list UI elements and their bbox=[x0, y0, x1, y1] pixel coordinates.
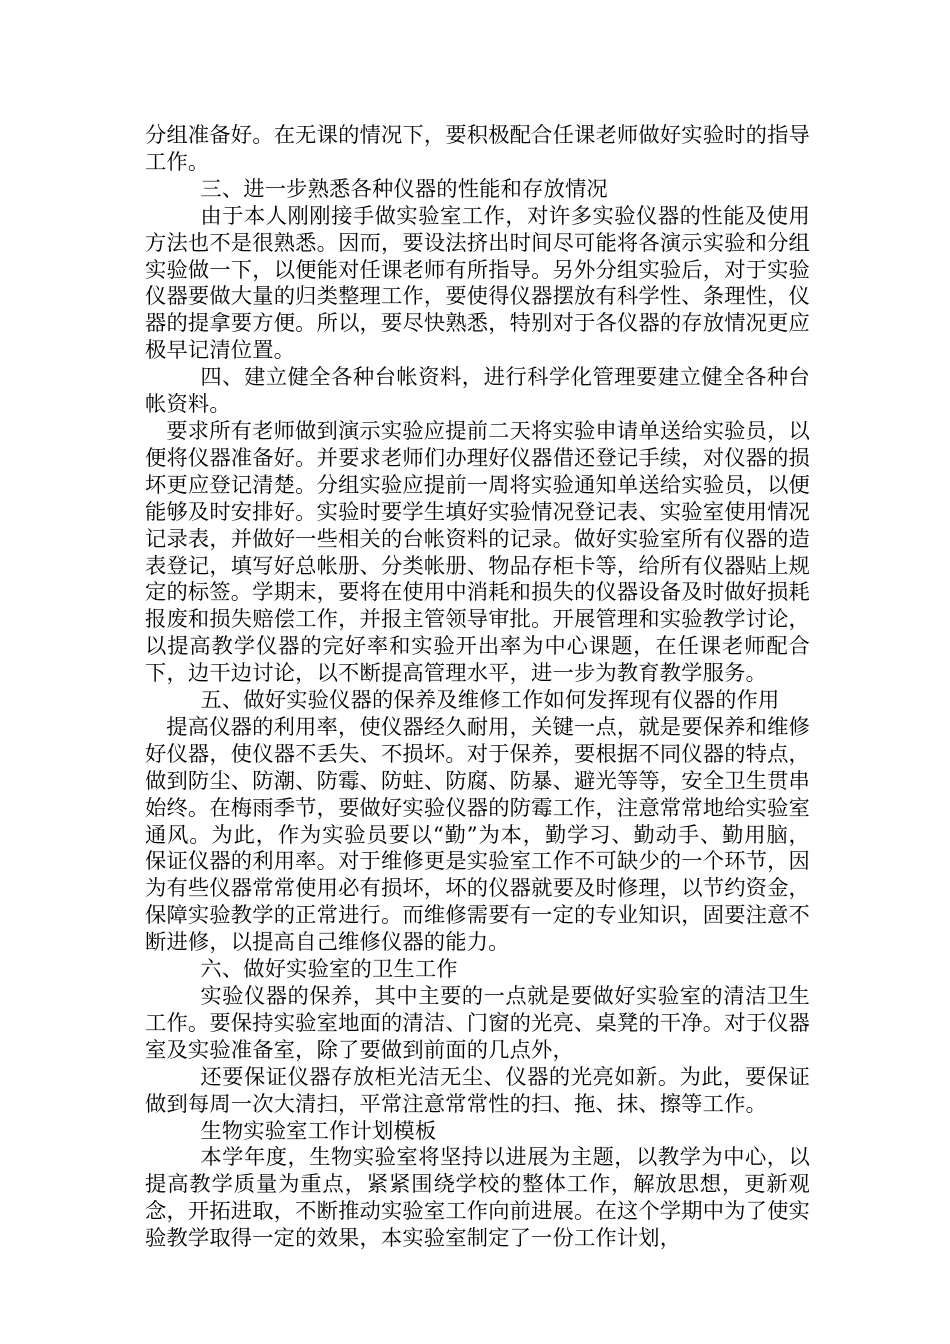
paragraph-intro: 分组准备好。在无课的情况下，要积极配合任课老师做好实验时的指导工作。 bbox=[145, 123, 810, 175]
paragraph-maintenance: 提高仪器的利用率，使仪器经久耐用，关键一点，就是要保养和维修好仪器，使仪器不丢失、不损坏。对于保养，要根据不同仪器的特点，做到防尘、防潮、防霉、防蛀、防腐、防暴、避光等等，安全卫生贯串始终。在梅雨季节，要做好实验仪器的防霉工作，注意常常地给实验室通风。为此，作为实验员要以“勤”为本，勤学习、勤动手、勤用脑，保证仪器的利用率。对于维修更是实验室工作不可缺少的一个环节，因为有些仪器常常使用必有损坏，坏的仪器就要及时修理，以节约资金，保障实验教学的正常进行。而维修需要有一定的专业知识，固要注意不断进修，以提高自己维修仪器的能力。 bbox=[145, 714, 810, 956]
section-heading-3: 三、进一步熟悉各种仪器的性能和存放情况 bbox=[200, 176, 608, 202]
section-heading-4: 四、建立健全各种台帐资料，进行科学化管理要建立健全各种台帐资料。 bbox=[145, 365, 810, 418]
paragraph-hygiene: 实验仪器的保养，其中主要的一点就是要做好实验室的清洁卫生工作。要保持实验室地面的清洁、门窗的光亮、桌凳的干净。对于仪器室及实验准备室，除了要做到前面的几点外， bbox=[145, 984, 810, 1063]
plan-title: 生物实验室工作计划模板 bbox=[200, 1118, 437, 1144]
paragraph-instrument-familiarity: 由于本人刚刚接手做实验室工作，对许多实验仪器的性能及使用方法也不是很熟悉。因而，要设法挤出时间尽可能将各演示实验和分组实验做一下，以便能对任课老师有所指导。另外分组实验后，对于实验仪器要做大量的归类整理工作，要使得仪器摆放有科学性、条理性，仪器的提拿要方便。所以，要尽快熟悉，特别对于各仪器的存放情况更应极早记清位置。 bbox=[145, 203, 810, 364]
paragraph-cleaning: 还要保证仪器存放柜光洁无尘、仪器的光亮如新。为此，要保证做到每周一次大清扫，平常注意常常性的扫、拖、抹、擦等工作。 bbox=[145, 1064, 810, 1117]
paragraph-records-management: 要求所有老师做到演示实验应提前二天将实验申请单送给实验员，以便将仪器准备好。并要求老师们办理好仪器借还登记手续，对仪器的损坏更应登记清楚。分组实验应提前一周将实验通知单送给实验员，以便能够及时安排好。实验时要学生填好实验情况登记表、实验室使用情况记录表，并做好一些相关的台帐资料的记录。做好实验室所有仪器的造表登记，填写好总帐册、分类帐册、物品存柜卡等，给所有仪器贴上规定的标签。学期末，要将在使用中消耗和损失的仪器设备及时做好损耗报废和损失赔偿工作，并报主管领导审批。开展管理和实验教学讨论，以提高教学仪器的完好率和实验开出率为中心课题，在任课老师配合下，边干边讨论，以不断提高管理水平，进一步为教育教学服务。 bbox=[145, 418, 810, 687]
paragraph-plan-intro: 本学年度，生物实验室将坚持以进展为主题，以教学为中心，以提高教学质量为重点，紧紧围绕学校的整体工作，解放思想，更新观念，开拓进取，不断推动实验室工作向前进展。在这个学期中为了使实验教学取得一定的效果，本实验室制定了一份工作计划， bbox=[145, 1145, 810, 1252]
document-body bbox=[145, 123, 810, 1253]
section-heading-5: 五、做好实验仪器的保养及维修工作如何发挥现有仪器的作用 bbox=[200, 688, 780, 714]
section-heading-6: 六、做好实验室的卫生工作 bbox=[200, 957, 458, 983]
